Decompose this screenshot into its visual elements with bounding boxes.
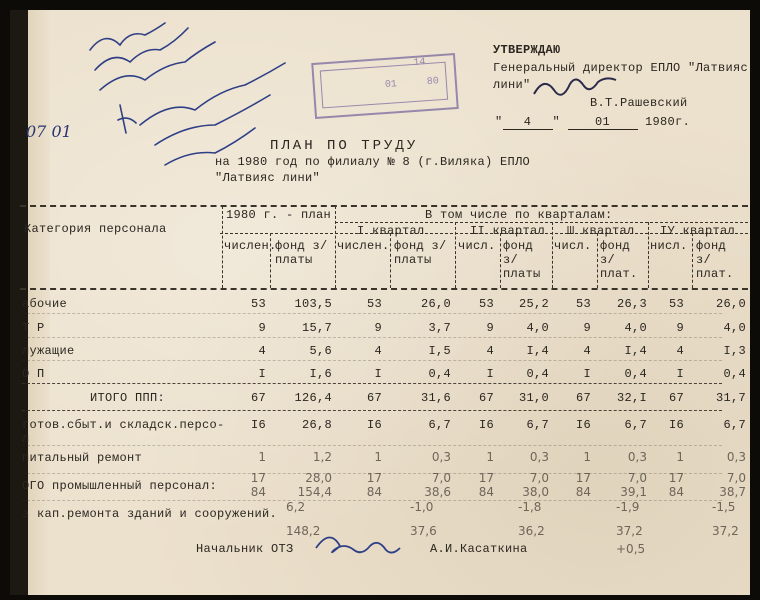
table-cell: 0,4 xyxy=(526,367,549,381)
pencil-value: 84 xyxy=(478,485,494,499)
stamp-number: 14 xyxy=(413,57,426,69)
row-separator xyxy=(22,410,722,411)
pencil-value: 36,2 xyxy=(518,524,545,538)
table-cell: I,4 xyxy=(526,344,549,358)
registration-stamp xyxy=(311,53,459,119)
table-cell: 31,6 xyxy=(420,391,451,405)
table-cell: I xyxy=(258,367,266,381)
pencil-value: 0,3 xyxy=(627,450,647,464)
row-separator xyxy=(22,313,722,314)
table-cell: 6,7 xyxy=(624,418,647,432)
row-separator xyxy=(22,383,722,384)
approval-year: 1980 xyxy=(645,115,676,129)
approval-line2: лини" xyxy=(493,78,531,92)
table-cell: I6 xyxy=(366,418,382,432)
table-cell: I,3 xyxy=(723,344,746,358)
table-cell: 15,7 xyxy=(301,321,332,335)
pencil-value: 1 xyxy=(583,450,591,464)
row-label: ОГО промышленный персонал: xyxy=(22,479,218,493)
pencil-value: 38,7 xyxy=(719,485,746,499)
pencil-value: -1,8 xyxy=(518,500,542,514)
stamp-day: 01 xyxy=(384,79,398,91)
table-cell: 0,4 xyxy=(428,367,451,381)
table-cell: 126,4 xyxy=(294,391,332,405)
pencil-value: 84 xyxy=(250,485,266,499)
pencil-value: 37,2 xyxy=(616,524,643,538)
approval-date: " 4 " 01 1980г. xyxy=(495,115,691,129)
approval-month: 01 xyxy=(568,115,638,130)
table-cell: 53 xyxy=(478,297,494,311)
signature-role: Начальник ОТЗ xyxy=(196,542,294,556)
pencil-value: 1 xyxy=(486,450,494,464)
col-sep-q4-count xyxy=(692,233,693,288)
table-cell: 53 xyxy=(575,297,591,311)
pencil-value: 7,0 xyxy=(627,471,647,485)
pencil-value: 1 xyxy=(258,450,266,464)
header-quarters: В том числе по кварталам: xyxy=(425,208,613,222)
pencil-value: 28,0 xyxy=(305,471,332,485)
table-cell: I xyxy=(583,367,591,381)
table-cell: I6 xyxy=(250,418,266,432)
table-cell: 26,8 xyxy=(301,418,332,432)
table-cell: 67 xyxy=(575,391,591,405)
table-cell: 4 xyxy=(583,344,591,358)
row-label: питальный ремонт xyxy=(22,451,143,465)
approval-day: 4 xyxy=(503,115,553,130)
table-cell: I,6 xyxy=(309,367,332,381)
pencil-value: 17 xyxy=(366,471,382,485)
row-label: Т Р xyxy=(22,321,45,335)
col-sep-q1 xyxy=(455,222,456,288)
stamp-year: 80 xyxy=(426,76,440,89)
header-q4: IУ квартал xyxy=(660,224,736,238)
table-cell: 53 xyxy=(668,297,684,311)
header-q4-fund: фонд з/плат. xyxy=(696,239,734,281)
pencil-value: 84 xyxy=(366,485,382,499)
header-q2-fund: фонд з/платы xyxy=(503,239,541,281)
pencil-value: 17 xyxy=(575,471,591,485)
header-plan-count: числен. xyxy=(224,239,277,253)
table-cell: 4,0 xyxy=(526,321,549,335)
pencil-value: 7,0 xyxy=(726,471,746,485)
table-cell: 9 xyxy=(583,321,591,335)
margin-date: 07 01 xyxy=(26,122,72,141)
pencil-value: 17 xyxy=(668,471,684,485)
document-subtitle-1: на 1980 год по филиалу № 8 (г.Виляка) ЕПЛО xyxy=(215,155,531,169)
table-cell: 3,7 xyxy=(428,321,451,335)
pencil-value: 1 xyxy=(374,450,382,464)
pencil-value: -1,0 xyxy=(410,500,434,514)
pencil-value: 0,3 xyxy=(529,450,549,464)
pencil-value: 1 xyxy=(676,450,684,464)
approval-line1: Генеральный директор ЕПЛО "Латвияс xyxy=(493,61,749,75)
table-cell: 5,6 xyxy=(309,344,332,358)
header-plan-fund: фонд з/платы xyxy=(275,239,328,267)
table-cell: 6,7 xyxy=(428,418,451,432)
table-cell: 4,0 xyxy=(624,321,647,335)
row-label-continued: л xyxy=(22,432,30,446)
pencil-value: 6,2 xyxy=(286,500,306,514)
header-q4-count: нисл. xyxy=(650,239,688,253)
table-cell: 67 xyxy=(366,391,382,405)
table-cell: I6 xyxy=(668,418,684,432)
table-cell: 4 xyxy=(486,344,494,358)
pencil-value: 0,3 xyxy=(726,450,746,464)
table-cell: 6,7 xyxy=(723,418,746,432)
pencil-value: 0,3 xyxy=(431,450,451,464)
table-cell: I,4 xyxy=(624,344,647,358)
approval-year-suffix: г. xyxy=(675,115,691,129)
table-cell: 26,0 xyxy=(715,297,746,311)
table-cell: 103,5 xyxy=(294,297,332,311)
row-label: О П xyxy=(22,367,45,381)
col-sep-q2-count xyxy=(500,233,501,288)
pencil-value: 1,2 xyxy=(312,450,332,464)
signature-name: А.И.Касаткина xyxy=(430,542,528,556)
document-page xyxy=(10,10,750,595)
header-divider-1 xyxy=(335,222,748,223)
approval-heading: УТВЕРЖДАЮ xyxy=(493,43,561,57)
table-cell: 26,0 xyxy=(420,297,451,311)
approval-name: В.Т.Рашевский xyxy=(590,96,688,110)
table-cell: 32,I xyxy=(616,391,647,405)
pencil-value: 38,6 xyxy=(424,485,451,499)
pencil-value: 17 xyxy=(250,471,266,485)
table-cell: 9 xyxy=(676,321,684,335)
table-cell: 0,4 xyxy=(624,367,647,381)
table-cell: 4 xyxy=(258,344,266,358)
table-cell: I xyxy=(676,367,684,381)
document-subtitle-2: "Латвияс лини" xyxy=(215,171,321,185)
col-sep-category xyxy=(222,206,223,288)
col-sep-q3-count xyxy=(597,233,598,288)
pencil-value: 154,4 xyxy=(297,485,332,499)
pencil-value: 37,2 xyxy=(712,524,739,538)
table-cell: 9 xyxy=(258,321,266,335)
header-category: Категория персонала xyxy=(24,222,167,236)
row-separator xyxy=(22,445,722,446)
pencil-value: 148,2 xyxy=(286,524,321,538)
pencil-value: -1,5 xyxy=(712,500,736,514)
header-q1-fund: фонд з/платы xyxy=(394,239,447,267)
col-sep-q2 xyxy=(552,222,553,288)
pencil-extra-note: +0,5 xyxy=(616,542,646,556)
pencil-value: 38,0 xyxy=(522,485,549,499)
table-cell: 31,0 xyxy=(518,391,549,405)
table-cell: 26,3 xyxy=(616,297,647,311)
header-q1-count: числен. xyxy=(337,239,390,253)
table-cell: 4,0 xyxy=(723,321,746,335)
table-cell: I6 xyxy=(575,418,591,432)
row-separator xyxy=(22,360,722,361)
table-cell: 0,4 xyxy=(723,367,746,381)
table-cell: 67 xyxy=(668,391,684,405)
header-q2-count: числ. xyxy=(458,239,496,253)
pencil-value: 39,1 xyxy=(620,485,647,499)
table-header-bottom xyxy=(20,288,748,290)
table-cell: 9 xyxy=(486,321,494,335)
table-cell: 25,2 xyxy=(518,297,549,311)
table-cell: 67 xyxy=(478,391,494,405)
pencil-value: 7,0 xyxy=(431,471,451,485)
pencil-value: 84 xyxy=(575,485,591,499)
table-cell: I xyxy=(486,367,494,381)
table-cell: 4 xyxy=(676,344,684,358)
pencil-value: -1,9 xyxy=(616,500,640,514)
header-q3-count: числ. xyxy=(554,239,592,253)
table-cell: I6 xyxy=(478,418,494,432)
row-label: з кап.ремонта зданий и сооружений. xyxy=(22,507,278,521)
pencil-value: 37,6 xyxy=(410,524,437,538)
row-separator xyxy=(22,337,722,338)
row-label: ИТОГО ППП: xyxy=(90,391,166,405)
header-plan: 1980 г. - план xyxy=(226,208,332,222)
table-cell: 53 xyxy=(366,297,382,311)
row-label: готов.сбыт.и складск.персо- xyxy=(22,418,225,432)
header-q1: I квартал xyxy=(357,224,425,238)
table-cell: 53 xyxy=(250,297,266,311)
row-label: лужащие xyxy=(22,344,75,358)
director-signature xyxy=(530,74,620,114)
table-cell: I xyxy=(374,367,382,381)
header-q2: II квартал xyxy=(470,224,546,238)
pencil-value: 7,0 xyxy=(529,471,549,485)
table-cell: 9 xyxy=(374,321,382,335)
table-cell: 31,7 xyxy=(715,391,746,405)
pencil-value: 17 xyxy=(478,471,494,485)
table-top-border xyxy=(20,205,748,207)
row-label: абочие xyxy=(22,297,68,311)
pencil-value: 84 xyxy=(668,485,684,499)
table-cell: 67 xyxy=(250,391,266,405)
header-q3-fund: фонд з/плат. xyxy=(600,239,638,281)
chief-signature xyxy=(310,526,410,570)
table-cell: 4 xyxy=(374,344,382,358)
document-title: ПЛАН ПО ТРУДУ xyxy=(270,138,419,154)
col-sep-q3 xyxy=(648,222,649,288)
header-q3: Ш квартал xyxy=(567,224,635,238)
col-sep-q1-count xyxy=(390,233,391,288)
table-cell: I,5 xyxy=(428,344,451,358)
col-sep-plan xyxy=(335,206,336,288)
table-cell: 6,7 xyxy=(526,418,549,432)
